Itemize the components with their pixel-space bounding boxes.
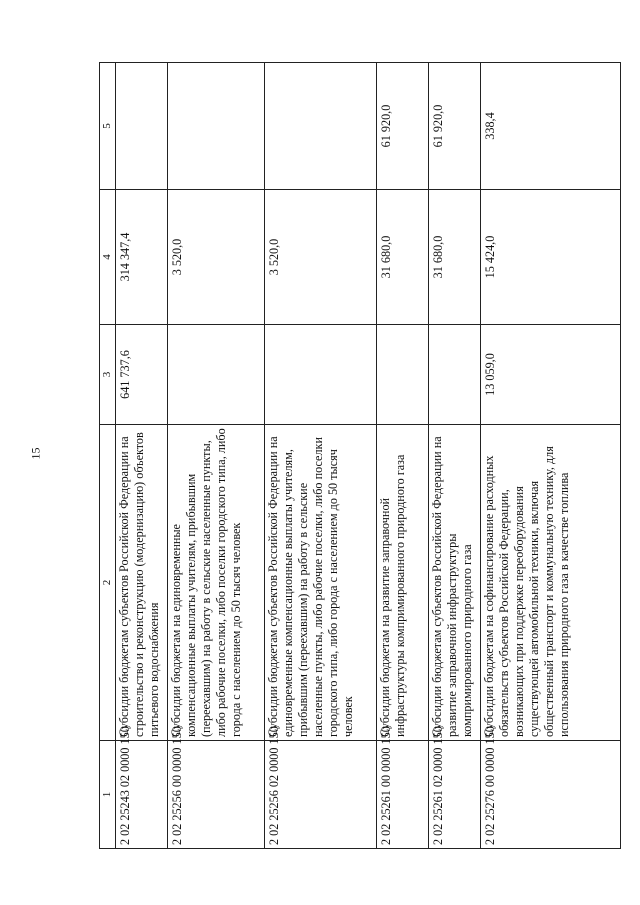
- cell-code: 2 02 25261 02 0000 150: [429, 741, 481, 849]
- table-wrapper: [99, 63, 621, 849]
- cell-code: 2 02 25261 00 0000 150: [377, 741, 429, 849]
- cell-description: Субсидии бюджетам субъектов Российской Федерации на единовременные компенсационные выплаты учителям, прибывшим (переехавшим) на работу в сельские населенные пункты, либо рабочие поселки, либо поселки городского типа, либо города с населением до 50 тысяч человек: [265, 425, 377, 741]
- cell-col3: 13 059,0: [481, 325, 621, 425]
- header-col-4: 4: [100, 190, 116, 325]
- cell-col5: [168, 63, 265, 190]
- cell-col4: 314 347,4: [116, 190, 168, 325]
- header-col-2: 2: [100, 425, 116, 741]
- header-col-3: 3: [100, 325, 116, 425]
- cell-code: 2 02 25243 02 0000 150: [116, 741, 168, 849]
- table-row: [168, 63, 265, 849]
- cell-col5: [265, 63, 377, 190]
- budget-table-rotated: [99, 63, 621, 849]
- cell-description: Субсидии бюджетам на единовременные компенсационные выплаты учителям, прибывшим (переехавшим) на работу в сельские населенные пункты, либо рабочие поселки, либо поселки городского типа, либо города с населением до 50 тысяч человек: [168, 425, 265, 741]
- cell-col3: [429, 325, 481, 425]
- header-row: [100, 63, 116, 849]
- table-row: [377, 63, 429, 849]
- budget-table: [99, 62, 621, 849]
- cell-col3: [377, 325, 429, 425]
- cell-col3: [168, 325, 265, 425]
- cell-description: Субсидии бюджетам субъектов Российской Федерации на строительство и реконструкцию (модернизацию) объектов питьевого водоснабжения: [116, 425, 168, 741]
- cell-description: Субсидии бюджетам субъектов Российской Федерации на развитие заправочной инфраструктуры компримированного природного газа: [429, 425, 481, 741]
- cell-code: 2 02 25256 02 0000 150: [265, 741, 377, 849]
- cell-col5: [116, 63, 168, 190]
- header-col-1: 1: [100, 741, 116, 849]
- table-row: [265, 63, 377, 849]
- cell-description: Субсидии бюджетам на развитие заправочной инфраструктуры компримированного природного газа: [377, 425, 429, 741]
- cell-col4: 3 520,0: [265, 190, 377, 325]
- page-number: 15: [28, 447, 43, 460]
- table-row: [116, 63, 168, 849]
- cell-code: 2 02 25256 00 0000 150: [168, 741, 265, 849]
- cell-col5: 61 920,0: [429, 63, 481, 190]
- cell-col4: 3 520,0: [168, 190, 265, 325]
- cell-col4: 15 424,0: [481, 190, 621, 325]
- cell-col3: [265, 325, 377, 425]
- cell-col5: 338,4: [481, 63, 621, 190]
- cell-col3: 641 737,6: [116, 325, 168, 425]
- header-col-5: 5: [100, 63, 116, 190]
- cell-code: 2 02 25276 00 0000 150: [481, 741, 621, 849]
- table-row: [429, 63, 481, 849]
- cell-col4: 31 680,0: [377, 190, 429, 325]
- cell-col4: 31 680,0: [429, 190, 481, 325]
- cell-description: Субсидии бюджетам на софинансирование расходных обязательств субъектов Российской Федерации, возникающих при поддержке переоборудования существующей автомобильной техники, включая общественный транспорт и коммунальную технику, для использования природного газа в качестве топлива: [481, 425, 621, 741]
- cell-col5: 61 920,0: [377, 63, 429, 190]
- table-row: [481, 63, 621, 849]
